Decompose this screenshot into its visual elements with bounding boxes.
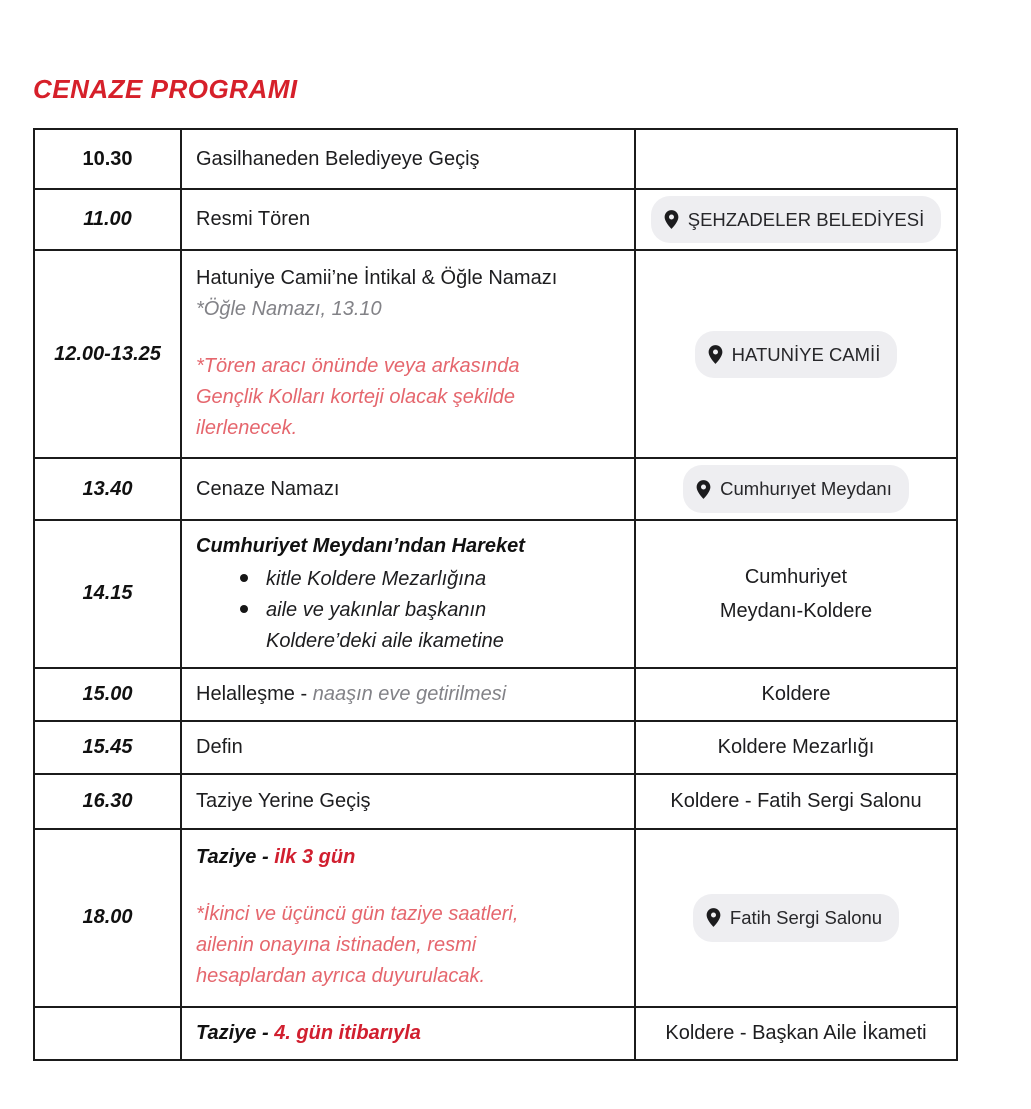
location-badge [651,196,941,243]
location-badge-label: Cumhurıyet Meydanı [720,478,892,500]
text-segment: *Öğle Namazı, 13.10 [196,298,382,321]
location-cell [636,830,956,1006]
text-segment: Cumhuriyet Meydanı’ndan Hareket [196,534,525,557]
spacer [196,325,620,351]
location-cell [636,130,956,188]
description-line [196,786,620,817]
description-cell [180,251,636,457]
location-text: Koldere Mezarlığı [717,736,875,759]
location-cell [636,669,956,720]
location-text: Cumhuriyet [744,565,848,588]
time-cell: 16.30 [82,789,133,812]
bullet-dot-icon [240,574,248,582]
bullet-item: aile ve yakınlar başkanın Koldere’deki aile ikametine [236,595,596,657]
location-cell [636,1008,956,1059]
map-pin-icon [696,480,711,499]
description-cell [180,669,636,720]
row-resmi-toren [35,188,956,249]
time-cell: 13.40 [82,477,133,500]
time-cell [35,1008,180,1059]
row-defin [35,720,956,773]
description-line [196,899,620,992]
row-hatuniye [35,249,956,457]
bullet-list [196,564,620,657]
description-line [196,531,620,562]
location-cell [636,190,956,249]
description-cell [180,459,636,518]
row-taziye-ilk3gun [35,828,956,1006]
row-gasilhane [35,130,956,188]
description-cell [180,190,636,249]
text-segment: *Tören aracı önünde veya arkasında Gençlik Kolları korteji olacak şekilde ilerlenecek. [196,355,520,440]
description-cell [180,830,636,1006]
location-text: Meydanı-Koldere [719,599,873,622]
description-line [196,204,620,235]
location-text: Koldere [761,683,831,706]
time-cell: 15.45 [82,735,133,758]
description-line [196,842,620,873]
row-cenaze-namazi [35,457,956,518]
map-pin-icon [708,345,723,364]
description-cell [180,521,636,667]
text-segment: Taziye - [196,845,275,868]
spacer [196,873,620,899]
time-cell: 15.00 [82,682,133,705]
description-line [196,732,620,763]
description-line [196,263,620,294]
text-segment: ilk 3 gün [274,845,356,868]
description-line [196,474,620,505]
map-pin-icon [664,210,679,229]
text-segment: Gasilhaneden Belediyeye Geçiş [196,147,480,170]
description-cell [180,1008,636,1059]
text-segment: *İkinci ve üçüncü gün taziye saatleri, ailenin onayına istinaden, resmi hesaplardan ayrıca duyurulacak. [196,902,519,987]
location-text: Koldere - Fatih Sergi Salonu [670,790,922,813]
description-cell [180,722,636,773]
page-title: CENAZE PROGRAMI [33,74,298,104]
time-cell: 11.00 [83,208,132,231]
text-segment: Defin [196,735,243,758]
description-line [196,294,620,325]
text-segment: Resmi Tören [196,208,311,231]
text-segment: Helalleşme - [196,682,313,705]
time-cell: 18.00 [82,906,133,929]
location-cell [636,251,956,457]
location-cell [636,459,956,518]
location-badge [695,331,898,378]
location-badge-label: HATUNİYE CAMİİ [731,343,881,365]
row-helallesme [35,667,956,720]
description-line [196,351,620,444]
location-cell [636,775,956,828]
time-cell: 12.00-13.25 [54,342,161,365]
time-cell: 14.15 [82,582,133,605]
location-text: Koldere - Başkan Aile İkameti [665,1022,927,1045]
description-line [196,1018,620,1049]
map-pin-icon [706,908,721,927]
time-cell: 10.30 [82,147,133,170]
description-cell [180,130,636,188]
description-cell [180,775,636,828]
text-segment: 4. gün itibarıyla [274,1021,421,1044]
location-cell [636,521,956,667]
row-hareket [35,519,956,667]
row-taziye-gecis [35,773,956,828]
text-segment: naaşın eve getirilmesi [312,682,507,705]
row-taziye-4gun [35,1006,956,1059]
text-segment: Hatuniye Camii’ne İntikal & Öğle Namazı [196,267,558,290]
text-segment: Taziye Yerine Geçiş [196,789,371,812]
bullet-item: kitle Koldere Mezarlığına [236,564,596,595]
funeral-program-table [33,128,958,1061]
location-badge-label: Fatih Sergi Salonu [729,907,883,929]
bullet-dot-icon [240,605,248,613]
text-segment: Taziye - [196,1021,275,1044]
location-badge-label: ŞEHZADELER BELEDİYESİ [687,209,925,230]
location-badge [683,465,909,512]
description-line [196,144,620,175]
text-segment: Cenaze Namazı [196,477,340,500]
location-badge [693,894,899,941]
description-line [196,679,620,710]
location-cell [636,722,956,773]
